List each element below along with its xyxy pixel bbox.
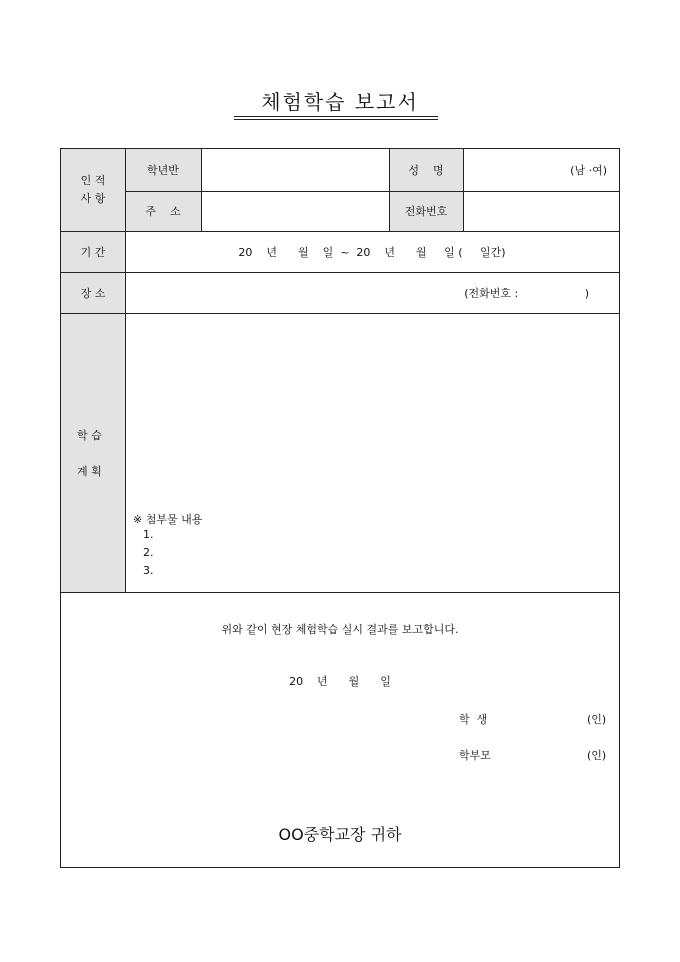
plan-field[interactable] <box>125 313 619 592</box>
grid-line <box>125 191 619 192</box>
grid-line <box>125 149 126 592</box>
address-label: 주 소 <box>125 191 201 231</box>
class-field[interactable] <box>201 149 389 191</box>
attachment-item-1: 1. <box>143 528 154 541</box>
student-seal: (인) <box>587 713 607 726</box>
grid-line <box>61 592 619 593</box>
grid-line <box>61 272 619 273</box>
place-field[interactable]: (전화번호 : ) <box>464 286 589 300</box>
document-title: 체험학습 보고서 <box>261 90 419 114</box>
attachment-item-2: 2. <box>143 546 154 559</box>
period-header: 기 간 <box>61 231 125 272</box>
class-label: 학년반 <box>125 149 201 191</box>
place-header: 장 소 <box>61 272 125 313</box>
personal-info-header: 인 적 사 항 <box>61 149 125 231</box>
attachment-label: ※ 첨부물 내용 <box>133 513 203 526</box>
name-field[interactable] <box>463 149 619 191</box>
grid-line <box>61 231 619 232</box>
recipient-line: OO중학교장 귀하 <box>278 825 402 844</box>
grid-line <box>463 149 464 231</box>
report-statement: 위와 같이 현장 체험학습 실시 결과를 보고합니다. <box>221 623 459 636</box>
grid-line <box>389 149 390 231</box>
phone-field[interactable] <box>463 191 619 231</box>
name-label: 성 명 <box>389 149 463 191</box>
grid-line <box>61 313 619 314</box>
address-field[interactable] <box>201 191 389 231</box>
plan-header <box>61 313 125 592</box>
grid-line <box>201 149 202 231</box>
attachment-item-3: 3. <box>143 564 154 577</box>
period-field[interactable]: 20 년 월 일 ~ 20 년 월 일 ( 일간) <box>238 245 506 259</box>
parent-label: 학부모 <box>459 749 491 762</box>
plan-header-line1: 학 습 <box>77 429 102 442</box>
report-form <box>60 148 620 868</box>
gender-text: (남 ·여) <box>570 164 607 177</box>
phone-label: 전화번호 <box>389 191 463 231</box>
parent-seal: (인) <box>587 749 607 762</box>
title-underline-2 <box>234 119 438 120</box>
report-date: 20 년 월 일 <box>289 675 391 688</box>
plan-header-line2: 계 획 <box>77 465 102 478</box>
title-underline-1 <box>234 116 438 117</box>
student-label: 학 생 <box>459 713 488 726</box>
